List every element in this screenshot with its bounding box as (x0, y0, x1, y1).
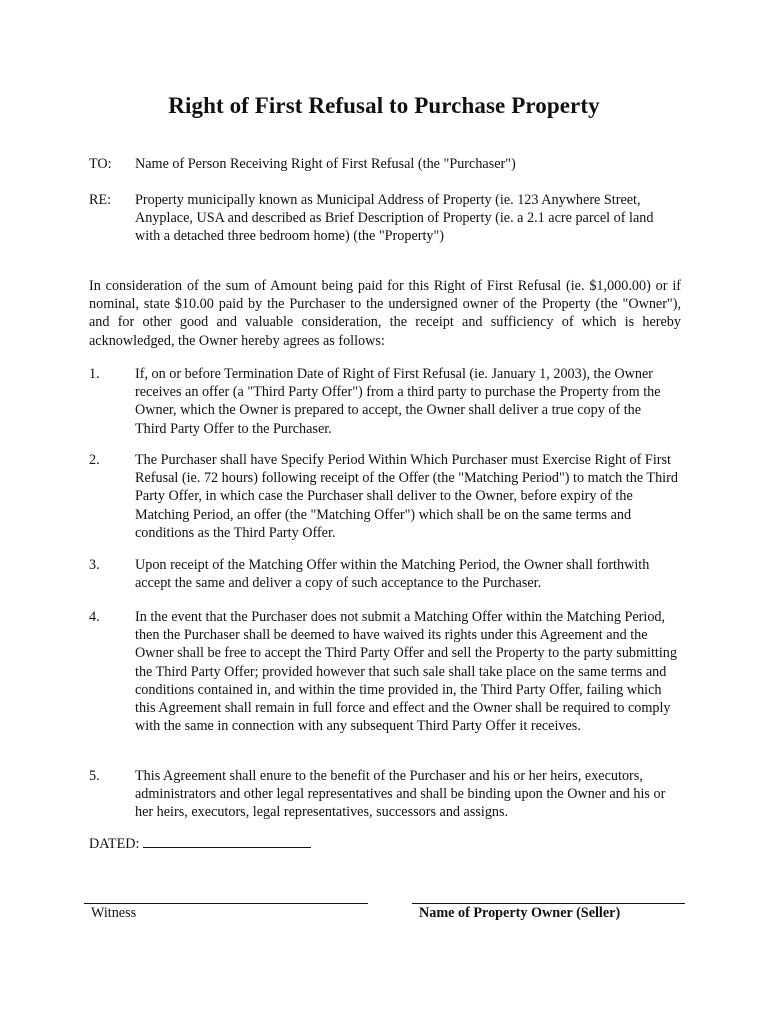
clause-5 (89, 767, 689, 827)
re-row (89, 191, 689, 251)
document-title: Right of First Refusal to Purchase Property (168, 93, 600, 118)
consideration-paragraph: In consideration of the sum of Amount being paid for this Right of First Refusal (ie. $1,000.00) or if nominal, state $10.00 paid by the Purchaser to the undersigned owner of the Property (the "Owner"), and for other good and valuable consideration, the receipt and sufficiency of which is hereby acknowledged, the Owner hereby agrees as follows: (89, 278, 681, 349)
owner-label: Name of Property Owner (Seller) (419, 905, 621, 921)
clause-2 (89, 451, 689, 545)
clause-5-text: This Agreement shall enure to the benefit of the Purchaser and his or her heirs, executors, administrators and other legal representatives and shall be binding upon the Owner and his or her heirs, executors, legal representatives, successors and assigns. (135, 768, 666, 821)
clause-4-number: 4. (89, 609, 100, 625)
re-label: RE: (89, 192, 112, 208)
dated-label: DATED: (89, 836, 140, 852)
clause-2-text: The Purchaser shall have Specify Period Within Which Purchaser must Exercise Right of First Refusal (ie. 72 hours) following receipt of the Offer (the "Matching Period") to match the Third Party Offer, in which case the Purchaser shall deliver to the Owner, before expiry of the Matching Period, an offer (the "Matching Offer") which shall be on the same terms and conditions as the Third Party Offer. (135, 452, 678, 541)
dated-signature-line[interactable] (143, 835, 311, 848)
clause-3 (89, 556, 689, 596)
dated-row (89, 835, 311, 853)
owner-signature-line[interactable] (412, 903, 685, 904)
witness-label: Witness (91, 905, 137, 921)
to-row (89, 155, 689, 175)
clause-4 (89, 608, 689, 758)
clause-1-number: 1. (89, 366, 100, 382)
clause-1 (89, 365, 689, 441)
clause-3-text: Upon receipt of the Matching Offer within the Matching Period, the Owner shall forthwith accept the same and deliver a copy of such acceptance to the Purchaser. (135, 557, 650, 592)
clause-2-number: 2. (89, 452, 100, 468)
clause-1-text: If, on or before Termination Date of Right of First Refusal (ie. January 1, 2003), the Owner receives an offer (a "Third Party Offer") from a third party to purchase the Property from the Owner, which the Owner is prepared to accept, the Owner shall deliver a true copy of the Third Party Offer to the Purchaser. (135, 366, 661, 437)
clause-5-number: 5. (89, 768, 100, 784)
to-text: Name of Person Receiving Right of First Refusal (the "Purchaser") (135, 156, 516, 172)
re-text: Property municipally known as Municipal Address of Property (ie. 123 Anywhere Street, Anyplace, USA and described as Brief Description of Property (ie. a 2.1 acre parcel of land with a detached three bedroom home) (the "Property") (135, 192, 654, 245)
clause-4-text: In the event that the Purchaser does not submit a Matching Offer within the Matching Period, then the Purchaser shall be deemed to have waived its rights under this Agreement and the Owner shall be free to accept the Third Party Offer and sell the Property to the party submitting the Third Party Offer; provided however that such sale shall take place on the same terms and conditions contained in, and within the time provided in, the Third Party Offer, failing which this Agreement shall remain in full force and effect and the Owner shall be required to comply with the same in connection with any subsequent Third Party Offer it receives. (135, 609, 677, 735)
witness-signature-line[interactable] (84, 903, 368, 904)
to-label: TO: (89, 156, 112, 172)
clause-3-number: 3. (89, 557, 100, 573)
